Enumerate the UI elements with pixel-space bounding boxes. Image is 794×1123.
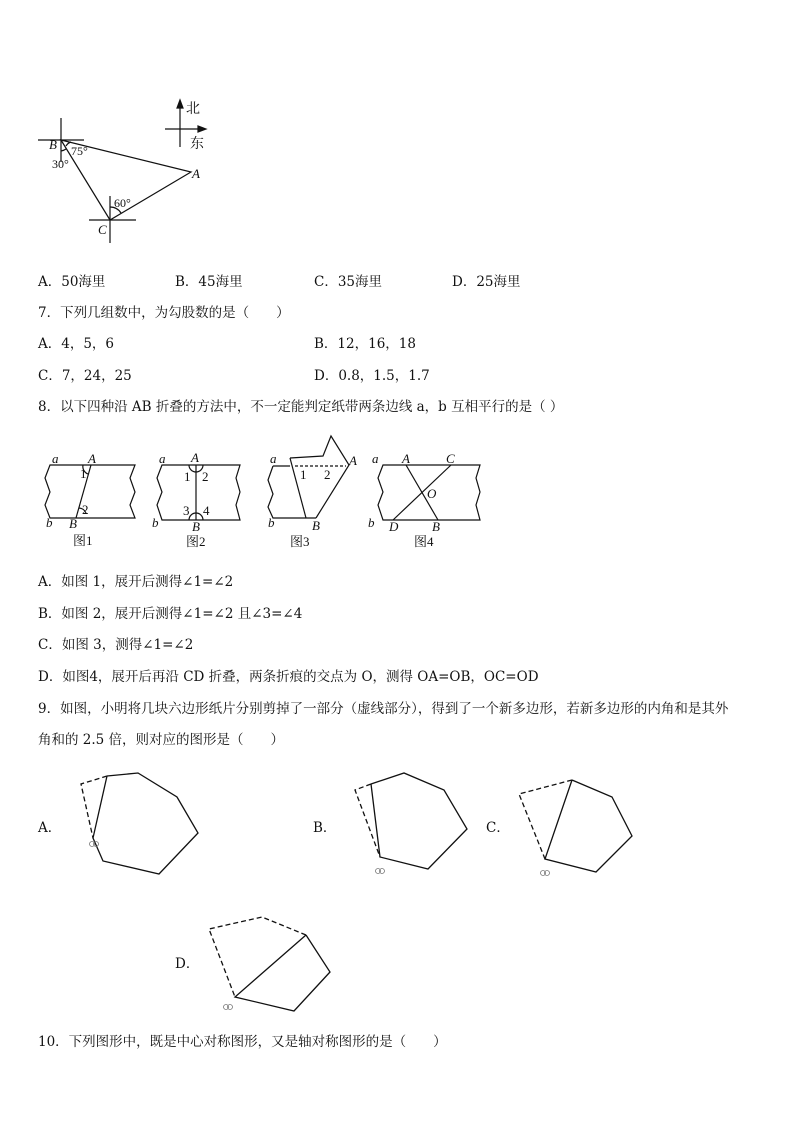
fig3-angle2-label: 2: [324, 467, 331, 482]
fig2-b-label: b: [152, 515, 159, 530]
fig3-B-label: B: [312, 518, 320, 533]
fig3-angle1-label: 1: [300, 467, 307, 482]
fig2-angle3-label: 3: [183, 503, 190, 518]
q9-stem-line1: 9．如图，小明将几块六边形纸片分别剪掉了一部分（虚线部分），得到了一个新多边形，若新多边形的内角和是其外: [38, 701, 729, 717]
fig4-B-label: B: [432, 519, 440, 534]
q6-option-c[interactable]: C．35海里: [314, 274, 383, 290]
q10-stem: 10．下列图形中，既是中心对称图形，又是轴对称图形的是（ ）: [38, 1034, 447, 1050]
fig1-a-label: a: [52, 451, 59, 466]
q9-label-d[interactable]: D．: [175, 956, 200, 972]
fig4-caption: 图4: [414, 534, 434, 549]
fig3-a-label: a: [270, 451, 277, 466]
fig4-b-label: b: [368, 515, 375, 530]
fig1-b-label: b: [46, 515, 53, 530]
fig2-a-label: a: [159, 451, 166, 466]
q9-b-solid: [371, 773, 467, 869]
q7-option-c[interactable]: C．7，24，25: [38, 368, 132, 384]
q9-label-c[interactable]: C．: [486, 820, 510, 836]
q9-c-dashed: [519, 780, 572, 859]
q6-option-b[interactable]: B．45海里: [175, 274, 243, 290]
fig1-angle1-label: 1: [80, 466, 87, 481]
q7-option-d[interactable]: D．0.8，1.5，1.7: [314, 368, 430, 384]
fig2-A-label: A: [191, 450, 199, 465]
q8-option-b[interactable]: B．如图 2，展开后测得∠1=∠2 且∠3=∠4: [38, 606, 303, 622]
q9-a-solid: [93, 773, 198, 874]
fig4-C-label: C: [446, 451, 455, 466]
q9-d-dashed: [209, 917, 306, 997]
fig3-A-label: A: [349, 453, 357, 468]
q9-stem-line2: 角和的 2.5 倍，则对应的图形是（ ）: [38, 732, 285, 748]
q6-option-d[interactable]: D．25海里: [452, 274, 521, 290]
fig2-angle4-label: 4: [203, 503, 210, 518]
fig1-B-label: B: [69, 516, 77, 531]
fig3-b-label: b: [268, 515, 275, 530]
fig1-angle2-label: 2: [82, 502, 89, 517]
point-c-label: C: [98, 222, 107, 237]
fig4-D-label: D: [389, 519, 399, 534]
fig3-caption: 图3: [290, 534, 310, 549]
angle-75-label: 75°: [71, 144, 88, 158]
q8-option-c[interactable]: C．如图 3，测得∠1=∠2: [38, 637, 194, 653]
q7-stem: 7．下列几组数中，为勾股数的是（ ）: [38, 305, 290, 321]
q6-option-a[interactable]: A．50海里: [38, 274, 106, 290]
fig2-angle2-label: 2: [202, 469, 209, 484]
angle-30-label: 30°: [52, 157, 69, 171]
fig4-A-label: A: [402, 451, 410, 466]
fig4-a-label: a: [372, 451, 379, 466]
q8-option-d[interactable]: D．如图4，展开后再沿 CD 折叠，两条折痕的交点为 O，测得 OA=OB，OC=OD: [38, 669, 539, 685]
fig2-caption: 图2: [186, 534, 206, 549]
q8-option-a[interactable]: A．如图 1，展开后测得∠1=∠2: [38, 574, 234, 590]
angle-60-label: 60°: [114, 196, 131, 210]
q9-label-a[interactable]: A．: [38, 820, 62, 836]
point-b-label: B: [49, 137, 57, 152]
fig1-A-label: A: [88, 451, 96, 466]
north-label: 北: [186, 102, 200, 117]
fig1-caption: 图1: [73, 533, 93, 548]
q9-a-dashed: [81, 776, 107, 838]
q9-b-dashed: [355, 784, 380, 857]
fig2-B-label: B: [192, 519, 200, 534]
fig2-angle1-label: 1: [184, 469, 191, 484]
point-a-label: A: [192, 166, 200, 181]
q9-c-solid: [545, 780, 632, 872]
fig4-O-label: O: [427, 486, 437, 501]
q9-d-solid: [235, 935, 330, 1011]
q7-option-a[interactable]: A．4，5，6: [38, 336, 115, 352]
q7-option-b[interactable]: B．12，16，18: [314, 336, 416, 352]
east-label: 东: [190, 137, 204, 152]
q8-stem: 8．以下四种沿 AB 折叠的方法中，不一定能判定纸带两条边线 a，b 互相平行的是（ ）: [38, 399, 564, 415]
q9-label-b[interactable]: B．: [313, 820, 337, 836]
